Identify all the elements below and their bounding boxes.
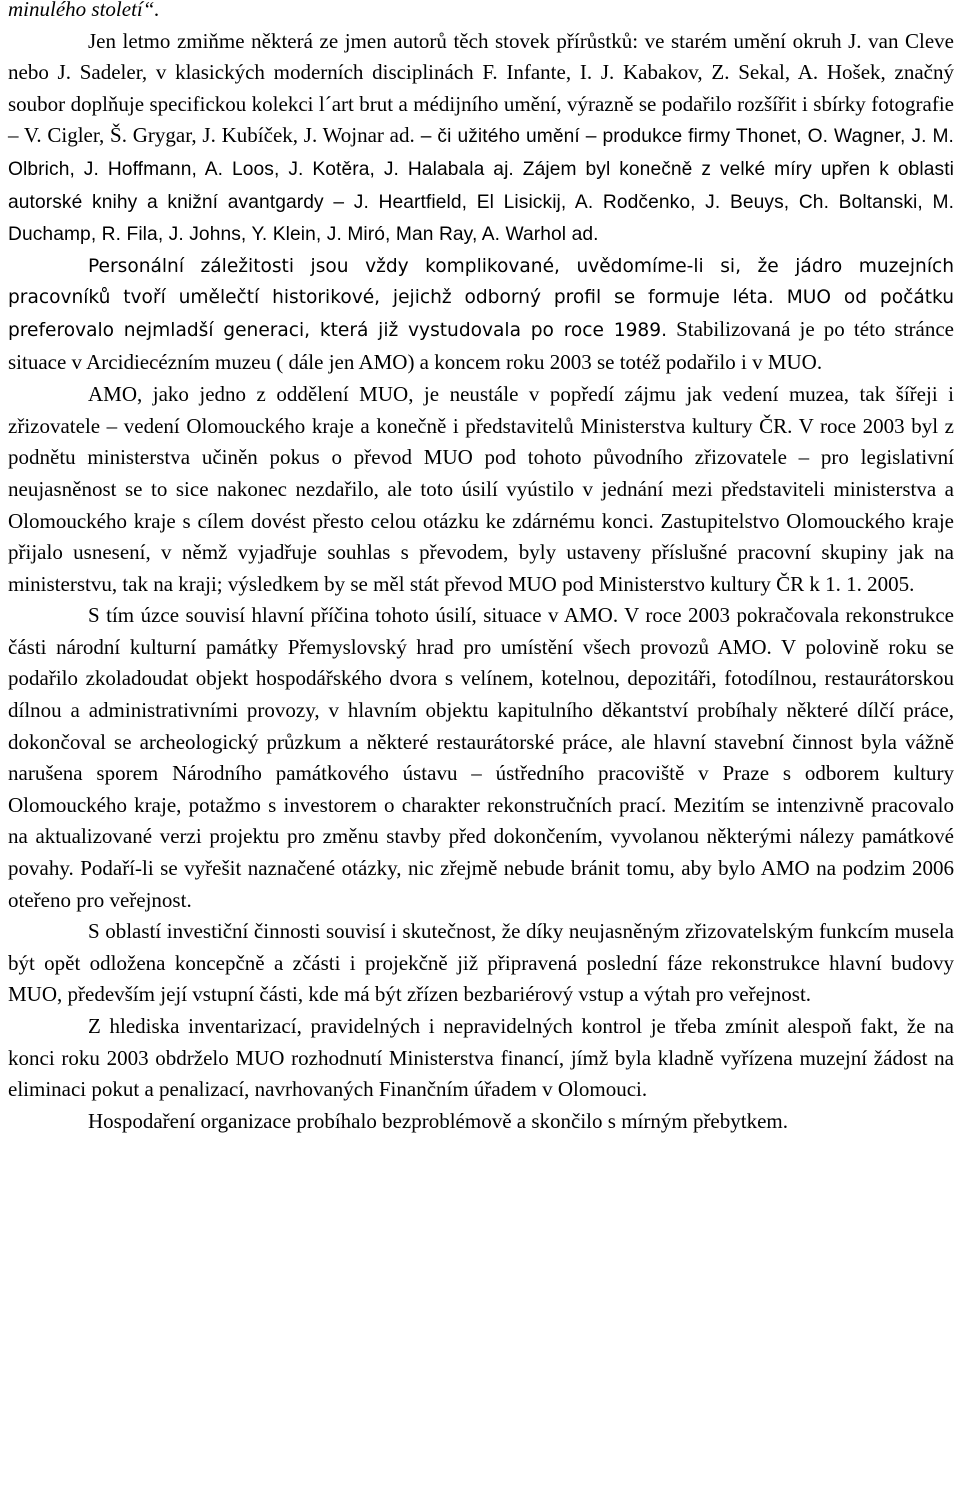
paragraph-personnel-part-1: Personální záležitosti jsou vždy komplikované, uvědomíme-li si, že jádro muzejních pracovníků tvoří umělečtí historikové, jejichž odborný profil se formuje léta. MUO od počátku preferovalo nejmladší generaci, která již vystudovala po roce 1989.	[8, 255, 954, 341]
intro-line: minulého století“.	[8, 0, 160, 21]
document-page	[8, 0, 954, 1137]
paragraph-finances: Hospodaření organizace probíhalo bezproblémově a skončilo s mírným přebytkem.	[88, 1108, 788, 1133]
paragraph-amo-reconstruction: S tím úzce souvisí hlavní příčina tohoto úsilí, situace v AMO. V roce 2003 pokračovala rekonstrukce části národní kulturní památky Přemyslovský hrad pro umístění všech provozů AMO. V polovině roku se podařilo zkoladoudat objekt hospodářského dvora s velínem, kotelnou, depozitáři, fotodílnou, restaurátorskou dílnou a administrativními provozy, v hlavním objektu kapitulního děkantství probíhaly některé dílčí práce, dokončoval se archeologický průzkum a některé restaurátorské práce, ale hlavní stavební činnost byla vážně narušena sporem Národního památkového ústavu – ústředního pracoviště v Praze s odborem kultury Olomouckého kraje, potažmo s investorem o charakter rekonstručních prací. Mezitím se intenzivně pracovalo na aktualizované verzi projektu pro změnu stavby před dokončením, vyvolanou některými nálezy památkové povahy. Podaří-li se vyřešit naznačené otázky, nic zřejmě nebude bránit tomu, aby bylo AMO na podzim 2006 oteřeno pro veřejnost.	[8, 603, 954, 912]
paragraph-acquisitions-part-2: – či užitého umění – produkce firmy Thonet, O. Wagner, J. M. Olbrich, J. Hoffmann, A. Loos, J. Kotěra, J. Halabala aj. Zájem byl konečně z velké míry upřen k oblasti autorské knihy a knižní avantgardy – J. Heartfield, El Lisickij, A. Rodčenko, J. Beuys, Ch. Boltanski, M. Duchamp, R. Fila, J. Johns, Y. Klein, J. Miró, Man Ray, A. Warhol ad.	[8, 126, 954, 246]
paragraph-acquisitions	[8, 26, 954, 251]
paragraph-investment: S oblastí investiční činnosti souvisí i skutečnost, že díky neujasněným zřizovatelským funkcím musela být opět odložena koncepčně a zčásti i projekčně již připravená poslední fáze rekonstrukce hlavní budovy MUO, především její vstupní části, kde má být zřízen bezbariérový vstup a výtah pro veřejnost.	[8, 919, 954, 1007]
paragraph-personnel-part-2: Stabilizovaná je po této stránce situace v Arcidiecézním muzeu ( dále jen AMO) a koncem roku 2003 se totéž podařilo i v MUO.	[8, 316, 954, 374]
paragraph-personnel	[8, 251, 954, 379]
paragraph-inventory: Z hlediska inventarizací, pravidelných i nepravidelných kontrol je třeba zmínit alespoň fakt, že na konci roku 2003 obdrželo MUO rozhodnutí Ministerstva financí, jímž byla kladně vyřízena muzejní žádost na eliminaci pokut a penalizací, navrhovaných Finančním úřadem v Olomouci.	[8, 1014, 954, 1102]
paragraph-acquisitions-part-1: Jen letmo zmiňme některá ze jmen autorů těch stovek přírůstků: ve starém umění okruh J. van Cleve nebo J. Sadeler, v klasických moderních disciplinách F. Infante, I. J. Kabakov, Z. Sekal, A. Hošek, značný soubor doplňuje specifickou kolekci l´art brut a médijního umění, výrazně se podařilo rozšířit i sbírky fotografie – V. Cigler, Š. Grygar, J. Kubíček, J. Wojnar ad.	[8, 28, 954, 148]
paragraph-amo-transfer: AMO, jako jedno z oddělení MUO, je neustále v popředí zájmu jak vedení muzea, tak šířeji i zřizovatele – vedení Olomouckého kraje a konečně i představitelů Ministerstva kultury ČR. V roce 2003 byl z podnětu ministerstva učiněn pokus o převod MUO pod tohoto původního zřizovatele – pro legislativní neujasněnost se to sice nakonec nezdařilo, ale toto úsilí vyústilo v jednání mezi představiteli ministerstva a Olomouckého kraje s cílem dovést přesto celou otázku ke zdárnému konci. Zastupitelstvo Olomouckého kraje přijalo usnesení, v němž vyjadřuje souhlas s převodem, byly ustaveny příslušné pracovní skupiny jak na ministerstvu, tak na kraji; výsledkem by se měl stát převod MUO pod Ministerstvo kultury ČR k 1. 1. 2005.	[8, 382, 954, 596]
